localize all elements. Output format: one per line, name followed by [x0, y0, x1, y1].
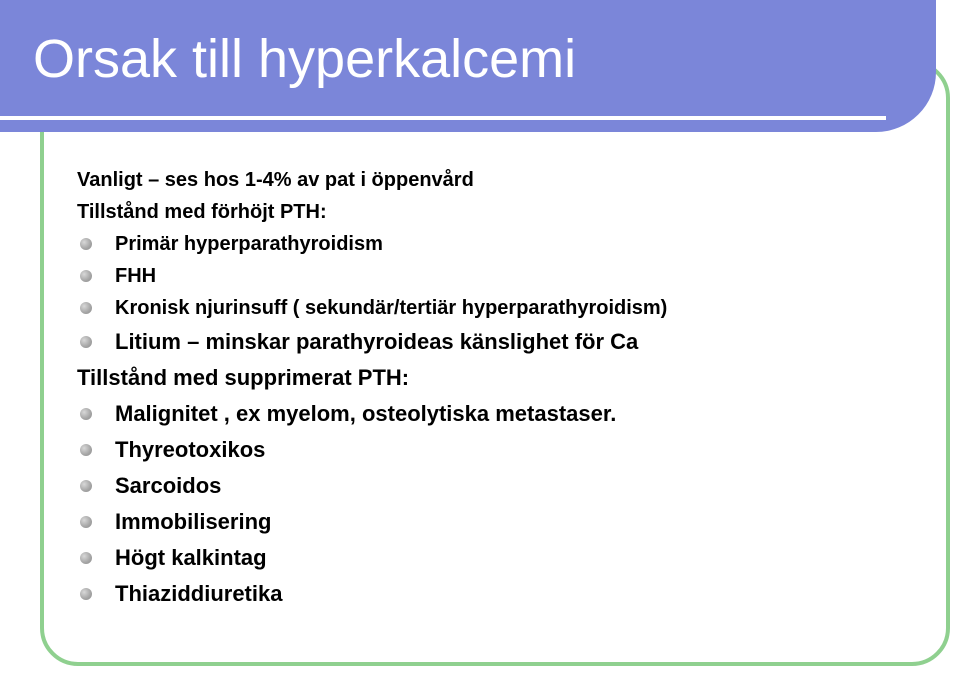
intro-line: Vanligt – ses hos 1-4% av pat i öppenvård [77, 169, 474, 191]
bullet-icon [80, 516, 92, 528]
list-item: Malignitet , ex myelom, osteolytiska metastaser. [77, 396, 937, 432]
slide-content [77, 164, 937, 612]
list-item: Thiaziddiuretika [77, 576, 937, 612]
bullet-icon [80, 270, 92, 282]
list-item: Högt kalkintag [77, 540, 937, 576]
bullet-icon [80, 588, 92, 600]
list-item: Primär hyperparathyroidism [77, 228, 937, 260]
section-heading-suppressed-pth: Tillstånd med supprimerat PTH: [77, 365, 410, 390]
title-banner [0, 0, 936, 132]
section-heading-elevated-pth: Tillstånd med förhöjt PTH: [77, 201, 327, 223]
list-item: FHH [77, 260, 937, 292]
list-item: Kronisk njurinsuff ( sekundär/tertiär hyperparathyroidism) [77, 292, 937, 324]
bullet-icon [80, 552, 92, 564]
title-underline [0, 116, 886, 120]
bullet-icon [80, 302, 92, 314]
bullet-icon [80, 480, 92, 492]
list-item: Sarcoidos [77, 468, 937, 504]
bullet-icon [80, 238, 92, 250]
bullet-icon [80, 444, 92, 456]
bullet-icon [80, 336, 92, 348]
list-item: Thyreotoxikos [77, 432, 937, 468]
bullet-icon [80, 408, 92, 420]
list-item: Immobilisering [77, 504, 937, 540]
slide-title: Orsak till hyperkalcemi [33, 29, 577, 89]
list-item: Litium – minskar parathyroideas känslighet för Ca [77, 324, 937, 360]
